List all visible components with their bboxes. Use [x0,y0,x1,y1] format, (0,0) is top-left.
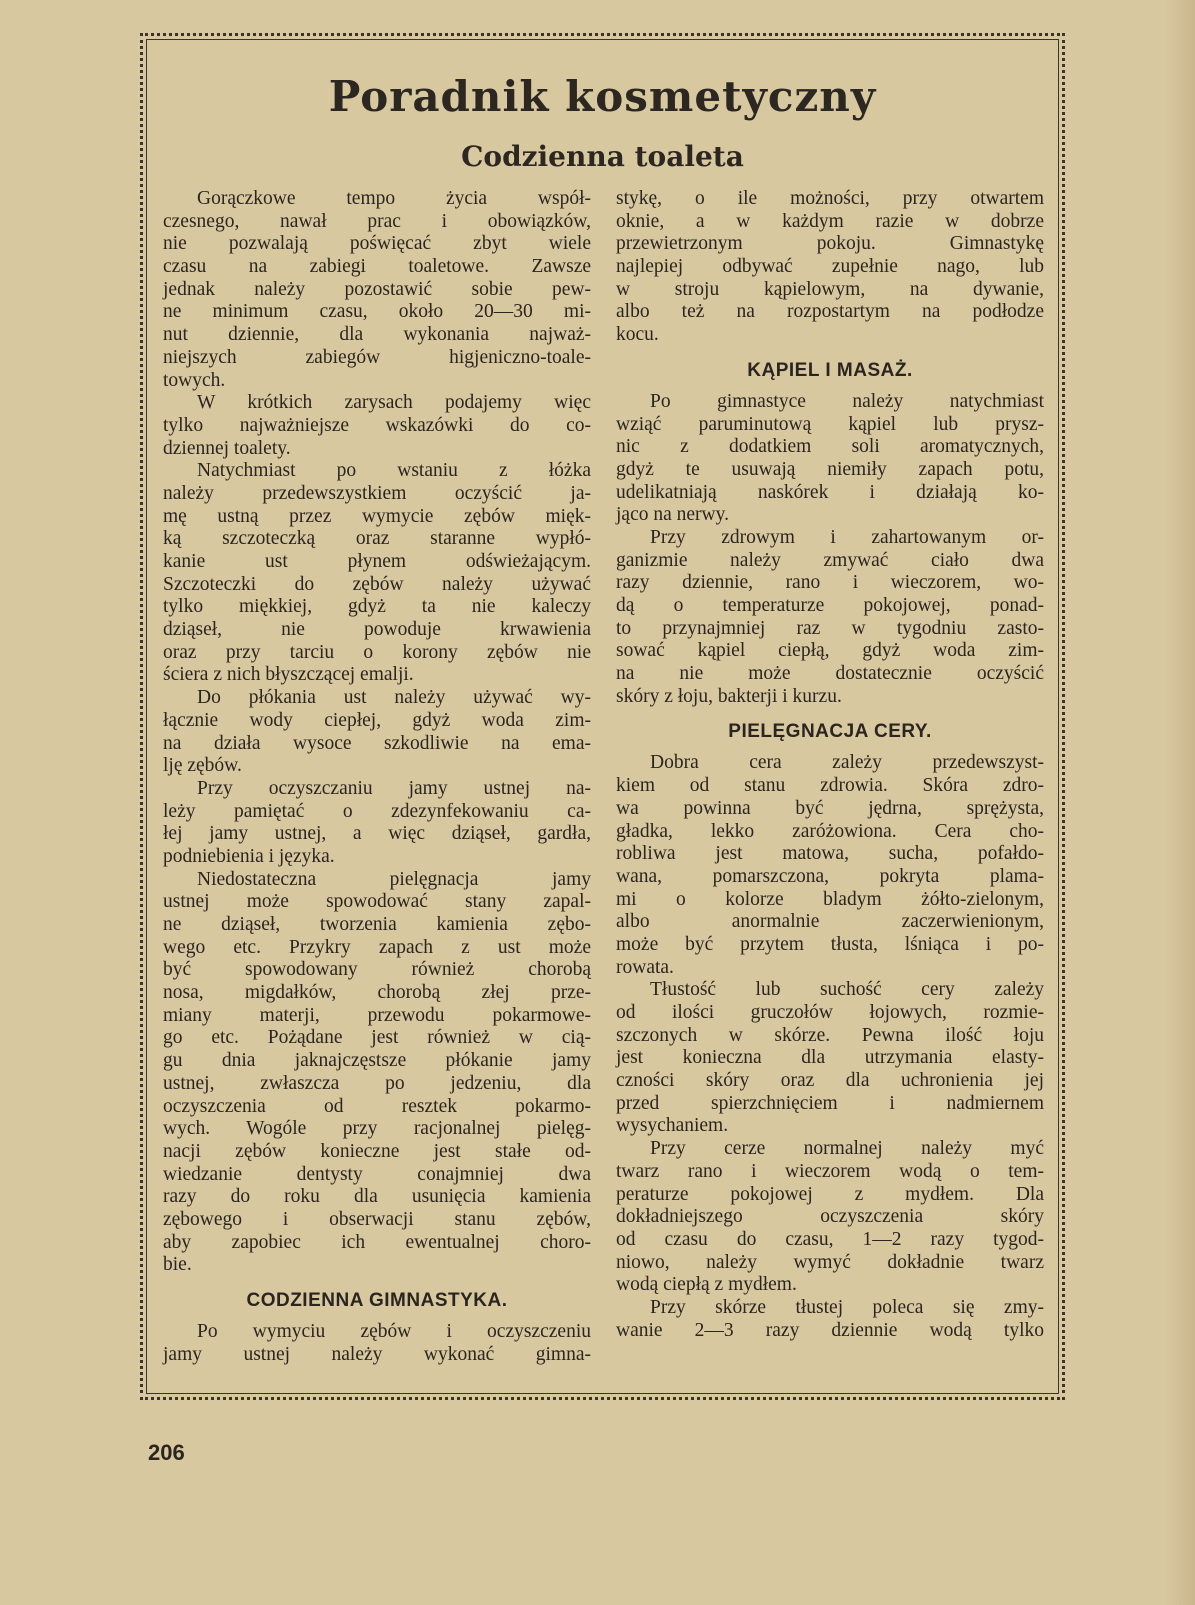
paragraph [616,1138,1044,1297]
text-line: twarz rano i wieczorem wodą o tem- [616,1160,1044,1182]
text-line: dziąseł, nie powoduje krwawienia [163,619,591,641]
paragraph [616,527,1044,709]
text-line: miany materji, przewodu pokarmowe- [163,1004,591,1026]
text-line: ściera z nich błyszczącej emalji. [163,664,414,686]
article-subtitle: Codzienna toaleta [461,140,744,173]
paragraph [163,188,591,392]
text-line: albo też na rozpostartym na podłodze [616,301,1044,323]
text-line: skóry z łoju, bakterji i kurzu. [616,685,842,707]
paragraph [616,1297,1044,1342]
page-number: 206 [148,1440,185,1465]
text-line: wa powinna być jędrna, sprężysta, [616,797,1044,819]
paragraph [163,869,591,1277]
text-line: gu dnia jaknajczęstsze płókanie jamy [163,1050,591,1072]
text-line: być spowodowany również chorobą [163,959,591,981]
text-line: albo anormalnie zaczerwienionym, [616,911,1044,933]
text-line: wego etc. Przykry zapach z ust może [163,936,591,958]
text-line: czasu na zabiegi toaletowe. Zawsze [163,256,591,278]
text-line: wanie 2—3 razy dziennie wodą tylko [616,1319,1044,1341]
text-line: dziennej toalety. [163,437,291,459]
text-line: oraz przy tarciu o korony zębów nie [163,641,591,663]
page-edge [1165,0,1195,1605]
text-line: gdyż te usuwają niemiły zapach potu, [616,458,1044,480]
text-line: łej jamy ustnej, a więc dziąseł, gardła, [163,823,591,845]
text-line: kocu. [616,324,659,346]
text-line: mi o kolorze bladym żółto-zielonym, [616,888,1044,910]
text-line: Przy zdrowym i zahartowanym or- [650,526,1044,548]
text-line: nic z dodatkiem soli aromatycznych, [616,436,1044,458]
text-line: podniebienia i języka. [163,845,335,867]
text-line: należy przedewszystkiem oczyścić ja- [163,482,591,504]
text-line: jest konieczna dla utrzymania elasty- [616,1047,1044,1069]
text-line: Gorączkowe tempo życia współ- [197,188,591,209]
article-title: Poradnik kosmetyczny [328,72,877,121]
text-line: gładka, lekko zaróżowiona. Cera cho- [616,820,1044,842]
text-line: szczonych w skórze. Pewna ilość łoju [616,1024,1044,1046]
text-line: Natychmiast po wstaniu z łóżka [197,460,591,482]
text-line: w stroju kąpielowym, na dywanie, [616,278,1044,300]
text-line: razy do roku dla usunięcia kamienia [163,1186,591,1208]
text-line: kiem od stanu zdrowia. Skóra zdro- [616,775,1044,797]
text-line: czesnego, nawał prac i obowiązków, [163,210,591,232]
text-line: wysychaniem. [616,1115,729,1137]
text-line: peraturze pokojowej z mydłem. Dla [616,1183,1044,1205]
section-heading: CODZIENNA GIMNASTYKA. [246,1290,508,1311]
text-line: dą o temperaturze pokojowej, ponad- [616,595,1044,616]
paragraph [616,752,1044,979]
section-heading: KĄPIEL I MASAŻ. [747,359,913,381]
text-line: jednak należy pozostawić sobie pew- [163,278,591,300]
text-line: ustnej, zwłaszcza po jedzeniu, dla [163,1072,591,1094]
text-line: najlepiej odbywać zupełnie nago, lub [616,256,1044,278]
paragraph [616,979,1044,1138]
text-line: niowo, należy wymyć dokładnie twarz [616,1251,1044,1273]
text-line: aby zapobiec ich ewentualnej choro- [163,1231,591,1253]
text-line: robliwa jest matowa, sucha, pofałdo- [616,843,1044,865]
text-line: wiedzanie dentysty conajmniej dwa [163,1163,591,1185]
text-line: nie pozwalają poświęcać zbyt wiele [163,233,591,255]
text-line: jamy ustnej należy wykonać gimna- [163,1343,591,1365]
text-line: go etc. Pożądane jest również w cią- [163,1027,591,1049]
paragraph [616,188,1044,347]
text-line: towych. [163,369,226,391]
text-line: razy dziennie, rano i wieczorem, wo- [616,572,1044,594]
text-line: Szczoteczki do zębów należy używać [163,573,591,595]
text-line: od ilości gruczołów łojowych, rozmie- [616,1002,1044,1023]
paragraph [163,1321,591,1366]
text-line: Przy cerze normalnej należy myć [650,1138,1044,1160]
text-line: kanie ust płynem odświeżającym. [163,551,591,572]
text-line: rowata. [616,956,674,978]
text-line: wych. Wogóle przy racjonalnej pielęg- [163,1118,591,1140]
text-line: oczyszczenia od resztek pokarmo- [163,1095,591,1117]
text-line: Po wymyciu zębów i oczyszczeniu [197,1321,591,1342]
right-column [616,188,1044,1342]
text-line: nacji zębów konieczne jest stałe od- [163,1140,591,1162]
text-line: oknie, a w każdym razie w dobrze [616,210,1044,232]
text-line: wziąć paruminutową kąpiel lub prysz- [616,413,1044,435]
text-line: Przy oczyszczaniu jamy ustnej na- [197,777,591,799]
text-line: Po gimnastyce należy natychmiast [650,390,1044,412]
text-line: Tłustość lub suchość cery zależy [650,979,1044,1001]
text-line: ne dziąseł, tworzenia kamienia zębo- [163,914,591,935]
text-line: stykę, o ile możności, przy otwartem [616,188,1044,209]
text-line: tylko miękkiej, gdyż ta nie kaleczy [163,596,591,618]
text-line: mę ustną przez wymycie zębów mięk- [163,505,591,527]
paragraph [163,687,591,778]
text-line: jąco na nerwy. [616,504,729,526]
paragraph [616,391,1044,527]
text-line: W krótkich zarysach podajemy więc [197,392,591,414]
text-line: tylko najważniejsze wskazówki do co- [163,414,591,436]
text-line: to przynajmniej raz w tygodniu zasto- [616,617,1044,639]
text-line: wana, pomarszczona, pokryta plama- [616,865,1044,887]
text-line: niejszych zabiegów higjeniczno-toale- [163,346,591,368]
text-line: Dobra cera zależy przedewszyst- [650,752,1044,774]
text-line: łącznie wody ciepłej, gdyż woda zim- [163,709,591,731]
text-line: wodą ciepłą z mydłem. [616,1274,797,1296]
text-line: nosa, migdałków, chorobą złej prze- [163,982,591,1004]
text-line: ką szczoteczką oraz staranne wypłó- [163,528,591,550]
text-line: dokładniejszego oczyszczenia skóry [616,1206,1044,1228]
text-line: ne minimum czasu, około 20—30 mi- [163,301,591,323]
text-line: sować kąpiel ciepłą, gdyż woda zim- [616,640,1044,662]
text-line: Niedostateczna pielęgnacja jamy [197,868,591,890]
text-line: nut dziennie, dla wykonania najważ- [163,324,591,346]
text-line: bie. [163,1254,192,1276]
text-line: Przy skórze tłustej poleca się zmy- [650,1296,1044,1318]
left-column [163,188,591,1366]
section-heading: PIELĘGNACJA CERY. [728,721,932,743]
text-line: ustnej może spowodować stany zapal- [163,891,591,913]
paragraph [163,460,591,687]
text-line: czności skóry oraz dla uchronienia jej [616,1070,1044,1092]
text-line: przed spierzchnięciem i nadmiernem [616,1092,1044,1114]
text-line: lję zębów. [163,755,242,777]
paragraph [163,778,591,869]
text-line: udelikatniają naskórek i działają ko- [616,481,1044,503]
text-line: na działa wysoce szkodliwie na ema- [163,732,591,754]
text-line: ganizmie należy zmywać ciało dwa [616,549,1044,571]
text-line: przewietrzonym pokoju. Gimnastykę [616,233,1044,255]
text-line: od czasu do czasu, 1—2 razy tygod- [616,1228,1044,1250]
paragraph [163,392,591,460]
text-line: Do płókania ust należy używać wy- [197,687,591,709]
text-line: może być przytem tłusta, lśniąca i po- [616,933,1044,955]
text-line: zębowego i obserwacji stanu zębów, [163,1208,591,1230]
text-line: leży pamiętać o zdezynfekowaniu ca- [163,800,591,822]
text-line: na nie może dostatecznie oczyścić [616,663,1044,685]
